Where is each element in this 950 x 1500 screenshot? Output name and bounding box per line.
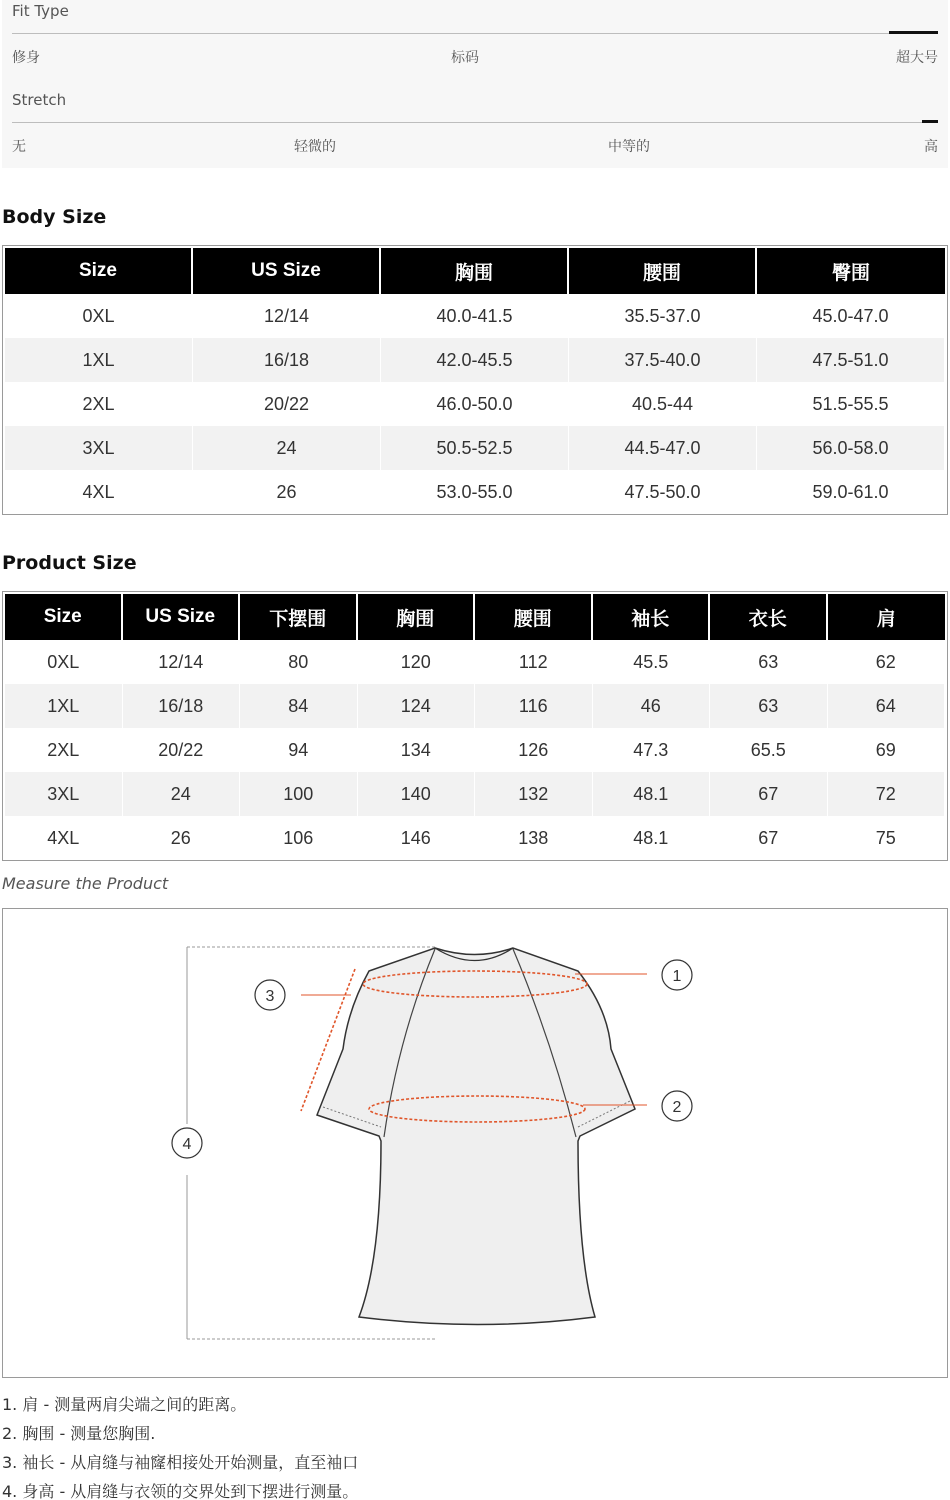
table-cell: 42.0-45.5 — [381, 338, 569, 382]
product-size-header-cell: 袖长 — [593, 594, 711, 640]
tshirt-shape — [317, 948, 635, 1325]
svg-text:3: 3 — [265, 988, 275, 1005]
fit-type-option-oversized: 超大号 — [896, 50, 938, 66]
table-cell: 2XL — [5, 382, 193, 426]
measurement-diagram — [2, 908, 948, 1378]
table-cell: 75 — [828, 816, 946, 860]
table-cell: 44.5-47.0 — [569, 426, 757, 470]
table-cell: 24 — [123, 772, 241, 816]
table-cell: 35.5-37.0 — [569, 294, 757, 338]
table-cell: 45.0-47.0 — [757, 294, 945, 338]
table-cell: 24 — [193, 426, 381, 470]
table-cell: 40.0-41.5 — [381, 294, 569, 338]
table-cell: 50.5-52.5 — [381, 426, 569, 470]
body-size-table — [5, 248, 945, 514]
table-row — [5, 640, 945, 684]
table-cell: 2XL — [5, 728, 123, 772]
product-size-header-cell: 下摆围 — [240, 594, 358, 640]
table-cell: 59.0-61.0 — [757, 470, 945, 514]
table-cell: 56.0-58.0 — [757, 426, 945, 470]
table-cell: 120 — [358, 640, 476, 684]
body-size-title: Body Size — [2, 206, 107, 228]
marker-2 — [662, 1091, 692, 1121]
body-size-header-row — [5, 248, 945, 294]
table-cell: 112 — [475, 640, 593, 684]
stretch-label: Stretch — [12, 91, 67, 109]
table-cell: 134 — [358, 728, 476, 772]
table-cell: 1XL — [5, 338, 193, 382]
table-cell: 3XL — [5, 426, 193, 470]
svg-text:2: 2 — [672, 1099, 682, 1116]
table-cell: 62 — [828, 640, 946, 684]
table-cell: 51.5-55.5 — [757, 382, 945, 426]
product-size-header-cell: Size — [5, 594, 123, 640]
stretch-marker — [922, 120, 938, 123]
table-cell: 0XL — [5, 294, 193, 338]
table-cell: 116 — [475, 684, 593, 728]
table-cell: 4XL — [5, 816, 123, 860]
fit-type-track — [12, 33, 938, 34]
measure-caption: Measure the Product — [2, 874, 169, 893]
table-row — [5, 426, 945, 470]
product-size-table-frame — [2, 591, 948, 861]
stretch-option-slight: 轻微的 — [294, 139, 336, 155]
table-cell: 84 — [240, 684, 358, 728]
table-cell: 47.5-50.0 — [569, 470, 757, 514]
table-cell: 67 — [710, 772, 828, 816]
table-cell: 124 — [358, 684, 476, 728]
table-cell: 48.1 — [593, 816, 711, 860]
product-size-table — [5, 594, 945, 860]
table-cell: 63 — [710, 640, 828, 684]
table-cell: 46 — [593, 684, 711, 728]
table-cell: 12/14 — [193, 294, 381, 338]
table-cell: 94 — [240, 728, 358, 772]
stretch-option-high: 高 — [924, 139, 938, 155]
table-row — [5, 684, 945, 728]
svg-text:1: 1 — [672, 968, 682, 985]
table-cell: 1XL — [5, 684, 123, 728]
product-size-header-row — [5, 594, 945, 640]
body-size-header-cell: 胸围 — [381, 248, 569, 294]
product-size-header-cell: 肩 — [828, 594, 946, 640]
table-cell: 67 — [710, 816, 828, 860]
body-size-table-frame — [2, 245, 948, 515]
fit-type-marker — [889, 31, 938, 34]
table-cell: 80 — [240, 640, 358, 684]
table-cell: 0XL — [5, 640, 123, 684]
fit-type-label: Fit Type — [12, 2, 69, 20]
table-cell: 20/22 — [193, 382, 381, 426]
table-cell: 132 — [475, 772, 593, 816]
table-cell: 72 — [828, 772, 946, 816]
table-cell: 47.5-51.0 — [757, 338, 945, 382]
table-cell: 48.1 — [593, 772, 711, 816]
product-size-header-cell: US Size — [123, 594, 241, 640]
table-row — [5, 728, 945, 772]
body-size-header-cell: Size — [5, 248, 193, 294]
product-size-header-cell: 腰围 — [475, 594, 593, 640]
svg-text:4: 4 — [182, 1136, 192, 1153]
stretch-track — [12, 122, 938, 123]
measurement-notes — [2, 1390, 942, 1500]
table-row — [5, 470, 945, 514]
fit-type-option-regular: 标码 — [451, 50, 479, 66]
marker-4 — [172, 1128, 202, 1158]
table-cell: 69 — [828, 728, 946, 772]
stretch-option-medium: 中等的 — [608, 139, 650, 155]
table-cell: 16/18 — [193, 338, 381, 382]
table-cell: 106 — [240, 816, 358, 860]
table-cell: 53.0-55.0 — [381, 470, 569, 514]
table-cell: 140 — [358, 772, 476, 816]
product-size-header-cell: 胸围 — [358, 594, 476, 640]
note-sleeve: 3. 袖长 - 从肩缝与袖窿相接处开始测量，直至袖口 — [2, 1453, 359, 1472]
table-cell: 20/22 — [123, 728, 241, 772]
table-row — [5, 338, 945, 382]
fit-panel — [2, 0, 948, 168]
note-shoulder: 1. 肩 - 测量两肩尖端之间的距离。 — [2, 1395, 247, 1414]
product-size-title: Product Size — [2, 552, 137, 574]
marker-3 — [255, 980, 285, 1010]
table-cell: 100 — [240, 772, 358, 816]
table-row — [5, 382, 945, 426]
table-cell: 3XL — [5, 772, 123, 816]
tshirt-diagram-svg — [3, 909, 947, 1377]
table-cell: 126 — [475, 728, 593, 772]
table-cell: 45.5 — [593, 640, 711, 684]
note-chest: 2. 胸围 - 测量您胸围. — [2, 1424, 156, 1443]
table-cell: 26 — [123, 816, 241, 860]
table-cell: 63 — [710, 684, 828, 728]
table-cell: 146 — [358, 816, 476, 860]
body-size-header-cell: 臀围 — [757, 248, 945, 294]
table-cell: 37.5-40.0 — [569, 338, 757, 382]
table-cell: 12/14 — [123, 640, 241, 684]
body-size-header-cell: 腰围 — [569, 248, 757, 294]
table-cell: 16/18 — [123, 684, 241, 728]
product-size-header-cell: 衣长 — [710, 594, 828, 640]
body-size-header-cell: US Size — [193, 248, 381, 294]
stretch-option-none: 无 — [12, 139, 26, 155]
note-length: 4. 身高 - 从肩缝与衣领的交界处到下摆进行测量。 — [2, 1482, 359, 1500]
table-cell: 47.3 — [593, 728, 711, 772]
table-cell: 65.5 — [710, 728, 828, 772]
table-cell: 4XL — [5, 470, 193, 514]
table-cell: 46.0-50.0 — [381, 382, 569, 426]
marker-1 — [662, 960, 692, 990]
table-cell: 138 — [475, 816, 593, 860]
table-row — [5, 294, 945, 338]
table-cell: 26 — [193, 470, 381, 514]
table-cell: 64 — [828, 684, 946, 728]
table-cell: 40.5-44 — [569, 382, 757, 426]
table-row — [5, 816, 945, 860]
table-row — [5, 772, 945, 816]
fit-type-option-slim: 修身 — [12, 50, 40, 66]
